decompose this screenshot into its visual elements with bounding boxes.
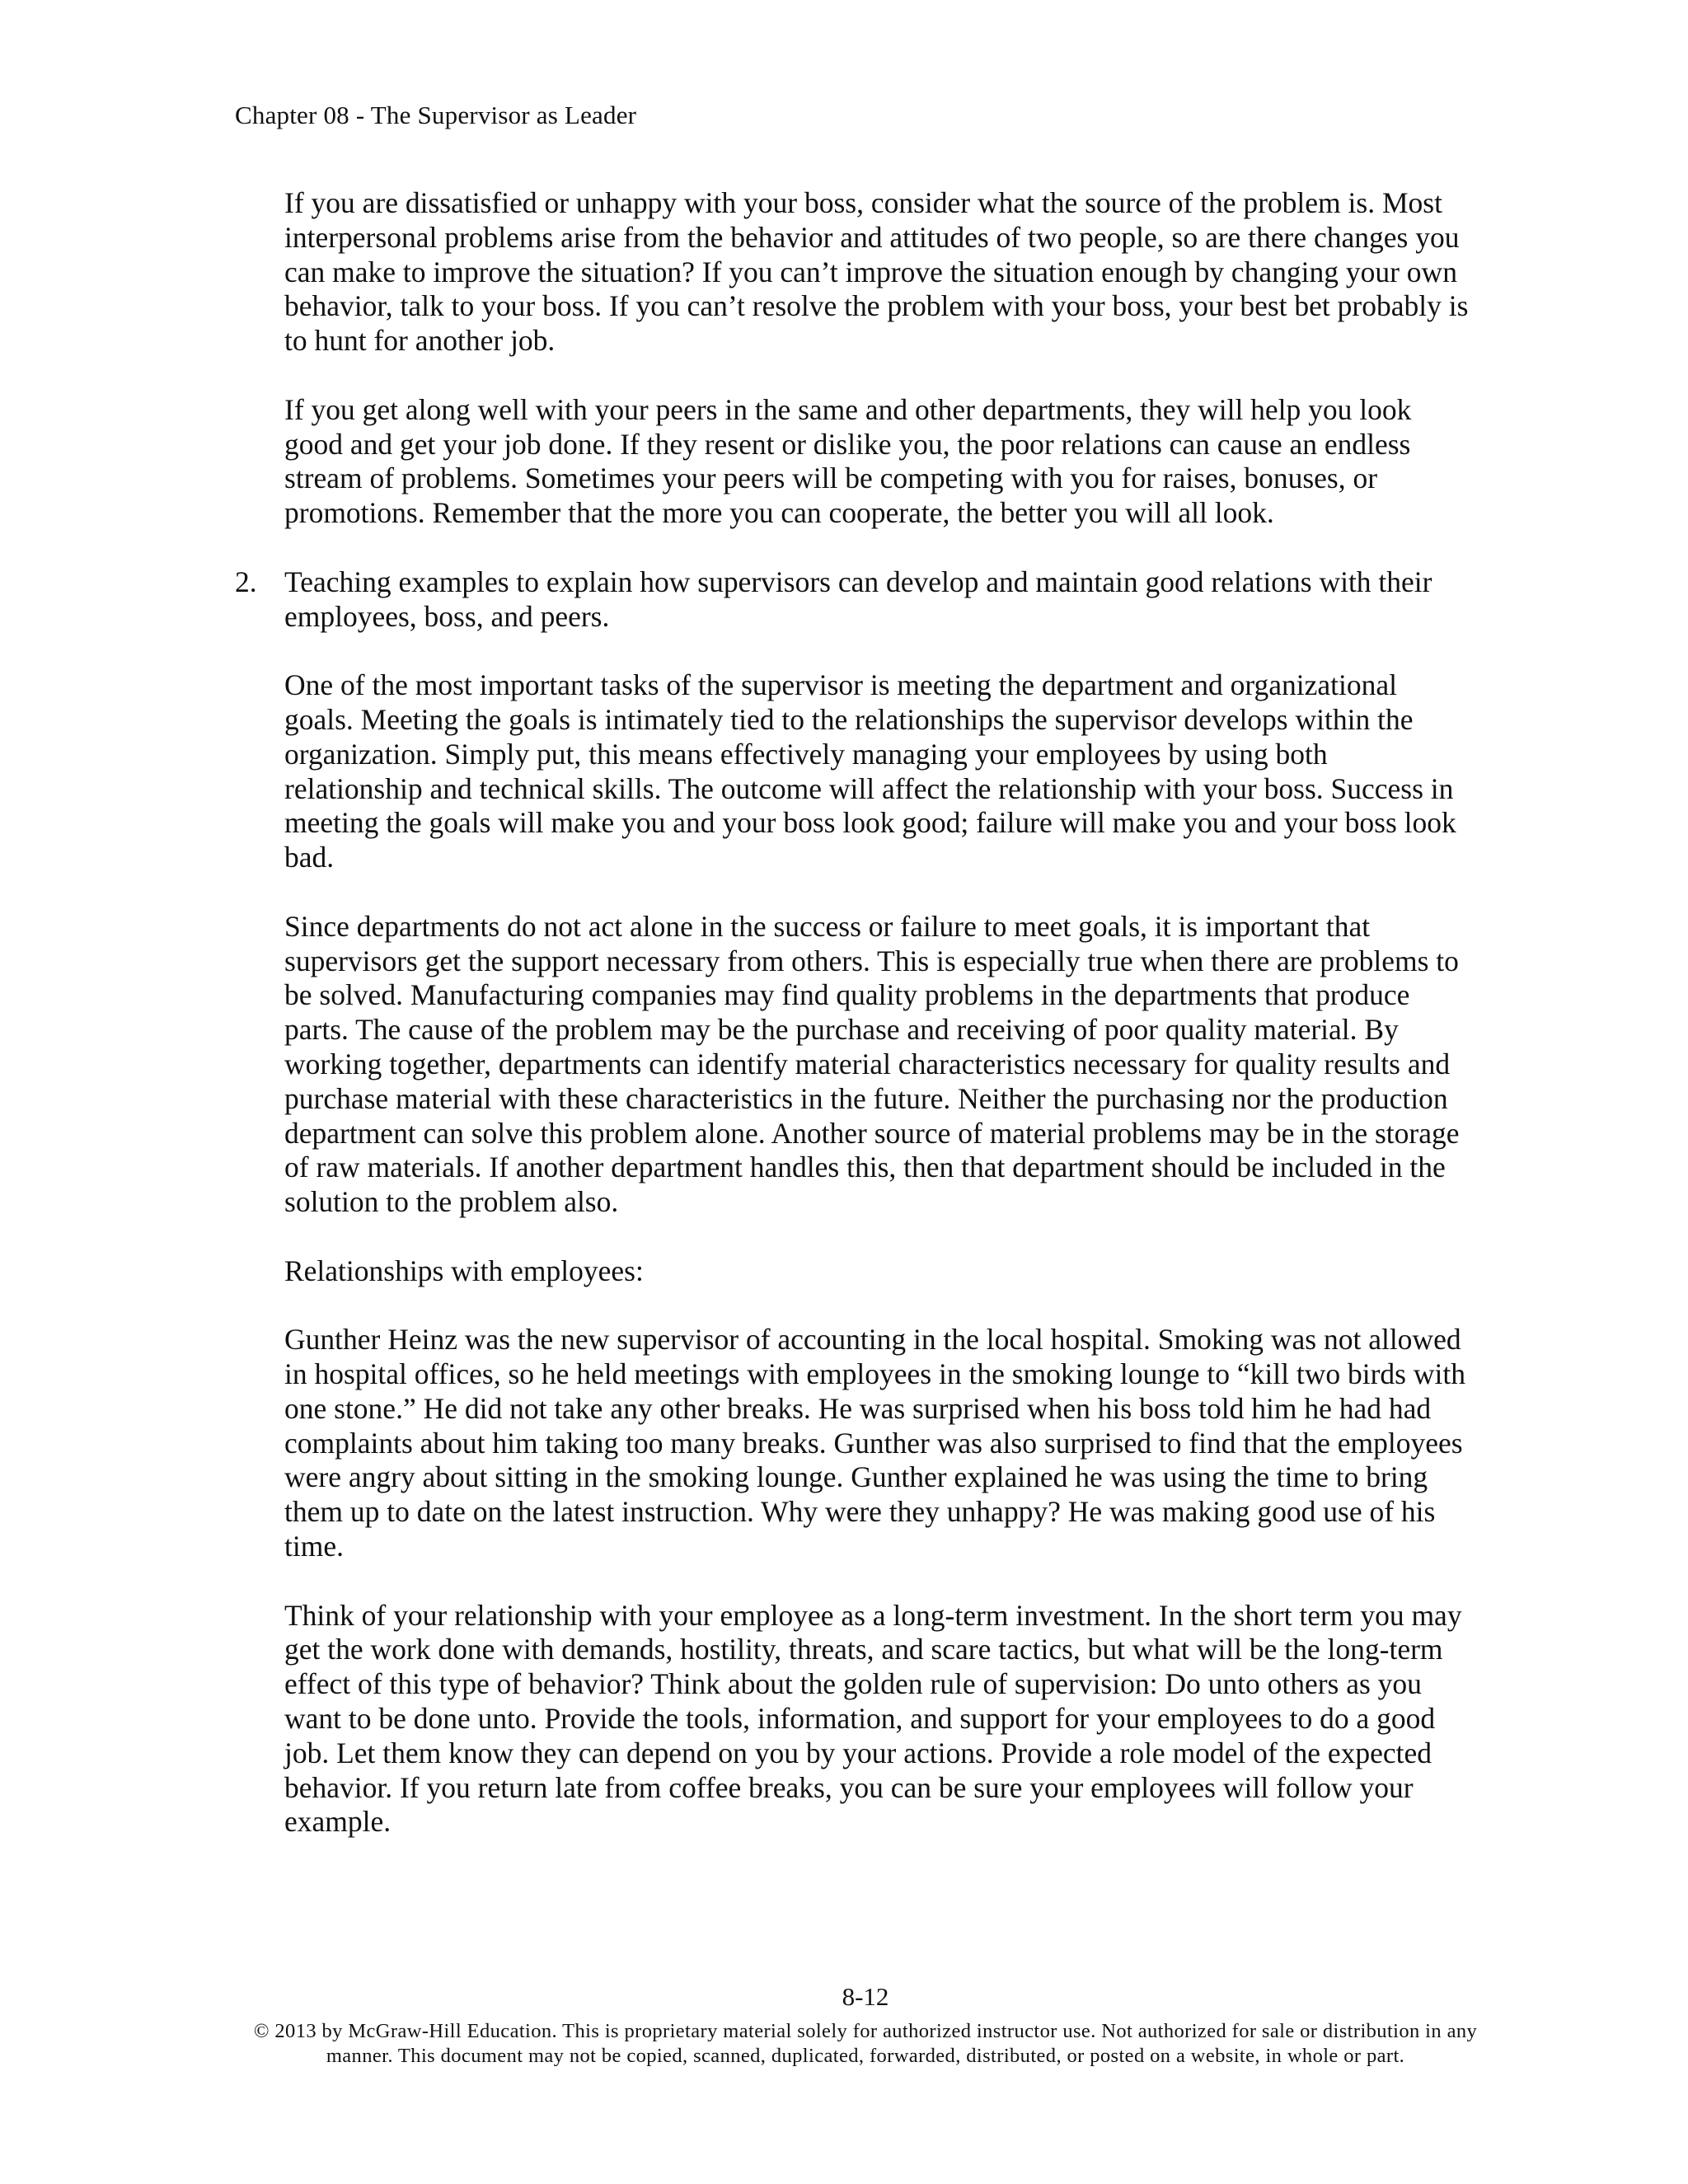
item-text: Teaching examples to explain how supervisors can develop and maintain good relations with their employees, boss, and peers.: [284, 565, 1432, 633]
paragraph-long-term: Think of your relationship with your employee as a long-term investment. In the short term you may get the work done with demands, hostility, threats, and scare tactics, but what will be the long-term effect of this type of behavior? Think about the golden rule of supervision: Do unto others as you want to be done unto. Provide the tools, information, and support for your employees to do a good job. Let them know they can depend on you by your actions. Provide a role model of the expected behavior. If you return late from coffee breaks, you can be sure your employees will follow your example.: [284, 1598, 1462, 1839]
paragraph-goals: One of the most important tasks of the supervisor is meeting the department and organizational goals. Meeting the goals is intimately tied to the relationships the supervisor develops within the organization. Simply put, this means effectively managing your employees by using both relationship and technical skills. The outcome will affect the relationship with your boss. Success in meeting the goals will make you and your boss look good; failure will make you and your boss look bad.: [284, 668, 1456, 874]
paragraph-boss: If you are dissatisfied or unhappy with your boss, consider what the source of the problem is. Most interpersonal problems arise from the behavior and attitudes of two people, so are there changes you can make to improve the situation? If you can’t improve the situation enough by changing your own behavior, talk to your boss. If you can’t resolve the problem with your boss, your best bet probably is to hunt for another job.: [284, 186, 1469, 358]
document-body: [235, 186, 1471, 1874]
subheading-relationships: Relationships with employees:: [284, 1254, 644, 1287]
chapter-header: Chapter 08 - The Supervisor as Leader: [235, 101, 637, 129]
paragraph-departments: Since departments do not act alone in the success or failure to meet goals, it is important that supervisors get the support necessary from others. This is especially true when there are problems to be solved. Manufacturing companies may find quality problems in the departments that produce parts. The cause of the problem may be the purchase and receiving of poor quality material. By working together, departments can identify material characteristics necessary for quality results and purchase material with these characteristics in the future. Neither the purchasing nor the production department can solve this problem alone. Another source of material problems may be in the storage of raw materials. If another department handles this, then that department should be included in the solution to the problem also.: [284, 909, 1460, 1219]
numbered-item-2: [235, 565, 1471, 635]
paragraph-peers: If you get along well with your peers in the same and other departments, they will help you look good and get your job done. If they resent or dislike you, the poor relations can cause an endless stream of problems. Sometimes your peers will be competing with you for raises, bonuses, or promotions. Remember that the more you can cooperate, the better you will all look.: [284, 392, 1412, 530]
paragraph-gunther: Gunther Heinz was the new supervisor of accounting in the local hospital. Smoking was not allowed in hospital offices, so he held meetings with employees in the smoking lounge to “kill two birds with one stone.” He did not take any other breaks. He was surprised when his boss told him he had had complaints about him taking too many breaks. Gunther was also surprised to find that the employees were angry about sitting in the smoking lounge. Gunther explained he was using the time to bring them up to date on the latest instruction. Why were they unhappy? He was making good use of his time.: [284, 1323, 1465, 1563]
page-number: 8-12: [842, 1982, 889, 2011]
item-number: 2.: [235, 565, 257, 598]
copyright-notice: © 2013 by McGraw-Hill Education. This is proprietary material solely for authorized instructor use. Not authorized for sale or distribution in any manner. This document may not be copied, scanned, duplicated, forwarded, distributed, or posted on a website, in whole or part.: [253, 2020, 1478, 2067]
